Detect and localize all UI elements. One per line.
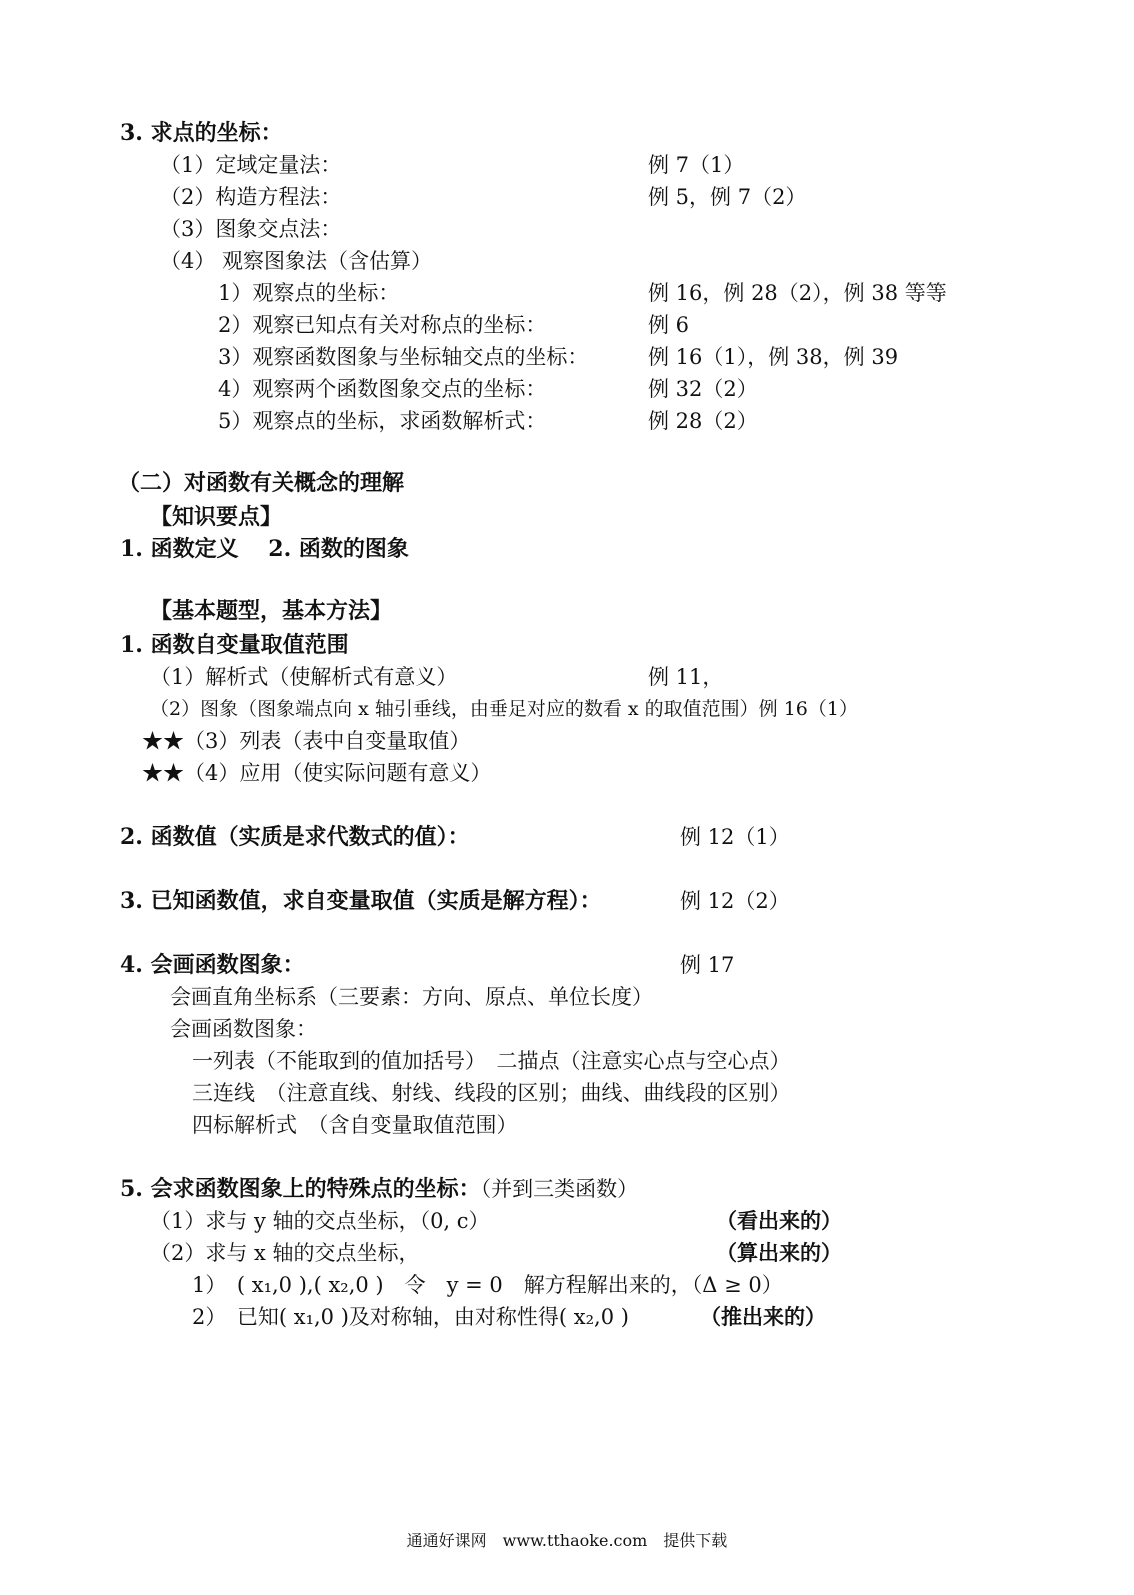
topic-4-ref: 例 17	[680, 953, 735, 977]
footer-watermark: 通通好课网 www.tthaoke.com 提供下载	[406, 1531, 728, 1550]
sub-method-5: 5）观察点的坐标，求函数解析式：	[218, 409, 547, 433]
topic-3-title: 3. 已知函数值，求自变量取值（实质是解方程）：	[120, 888, 602, 914]
topic-4-line-5: 四标解析式 （含自变量取值范围）	[192, 1113, 518, 1137]
knowledge-points-list: 1. 函数定义 2. 函数的图象	[120, 536, 409, 562]
sub-method-2: 2）观察已知点有关对称点的坐标：	[218, 313, 547, 337]
sub-method-1: 1）观察点的坐标：	[218, 281, 400, 305]
method-2-ref: 例 5，例 7（2）	[648, 185, 807, 209]
method-1-ref: 例 7（1）	[648, 153, 745, 177]
topic-5-item-1-tag: （看出来的）	[716, 1208, 842, 1233]
section-title-find-coordinates: 3. 求点的坐标：	[120, 120, 283, 146]
topic-4-line-4: 三连线 （注意直线、射线、线段的区别；曲线、曲线段的区别）	[192, 1081, 791, 1105]
sub-method-4: 4）观察两个函数图象交点的坐标：	[218, 377, 547, 401]
method-3: （3）图象交点法：	[160, 217, 342, 241]
topic-5-title: 5. 会求函数图象上的特殊点的坐标：	[120, 1176, 481, 1202]
topic-4-line-3: 一列表（不能取到的值加括号） 二描点（注意实心点与空心点）	[192, 1049, 791, 1073]
knowledge-points-heading: 【知识要点】	[150, 504, 283, 530]
sub-method-3: 3）观察函数图象与坐标轴交点的坐标：	[218, 345, 589, 369]
part-title-function-concepts: （二）对函数有关概念的理解	[118, 470, 405, 496]
sub-method-1-ref: 例 16，例 28（2），例 38 等等	[648, 281, 947, 305]
topic-5-sub-2-tag: （推出来的）	[700, 1304, 826, 1329]
topic-3-ref: 例 12（2）	[680, 889, 790, 913]
topic-1-item-4: ★★（4）应用（使实际问题有意义）	[142, 761, 492, 785]
method-2: （2）构造方程法：	[160, 185, 342, 209]
topic-4-line-1: 会画直角坐标系（三要素：方向、原点、单位长度）	[170, 985, 653, 1009]
topic-5-item-2: （2）求与 x 轴的交点坐标，	[150, 1241, 420, 1265]
topic-5-item-1: （1）求与 y 轴的交点坐标，（0, c）	[150, 1209, 490, 1233]
method-1: （1）定域定量法：	[160, 153, 342, 177]
topic-1-item-3: ★★（3）列表（表中自变量取值）	[142, 729, 471, 753]
topic-1-title: 1. 函数自变量取值范围	[120, 632, 349, 658]
topic-4-title: 4. 会画函数图象：	[120, 952, 305, 978]
method-4: （4） 观察图象法（含估算）	[160, 249, 433, 273]
sub-method-4-ref: 例 32（2）	[648, 377, 758, 401]
basic-methods-heading: 【基本题型，基本方法】	[150, 598, 393, 624]
topic-2-ref: 例 12（1）	[680, 825, 790, 849]
topic-1-item-1-ref: 例 11，	[648, 665, 724, 689]
sub-method-2-ref: 例 6	[648, 313, 690, 337]
topic-5-sub-2: 2） 已知( x₁,0 )及对称轴，由对称性得( x₂,0 )	[192, 1305, 629, 1329]
topic-4-line-2: 会画函数图象：	[170, 1017, 317, 1041]
topic-5-note: （并到三类函数）	[480, 1177, 639, 1201]
sub-method-5-ref: 例 28（2）	[648, 409, 758, 433]
topic-5-item-2-tag: （算出来的）	[716, 1240, 842, 1265]
sub-method-3-ref: 例 16（1），例 38，例 39	[648, 345, 899, 369]
topic-5-sub-1: 1） ( x₁,0 ),( x₂,0 ) 令 y = 0 解方程解出来的，（Δ ≥ 0）	[192, 1273, 783, 1297]
topic-2-title: 2. 函数值（实质是求代数式的值）：	[120, 824, 470, 850]
topic-1-item-2: （2）图象（图象端点向 x 轴引垂线，由垂足对应的数看 x 的取值范围）例 16（1）	[150, 698, 858, 720]
topic-5-heading	[120, 1176, 638, 1202]
topic-1-item-1: （1）解析式（使解析式有意义）	[150, 665, 458, 689]
